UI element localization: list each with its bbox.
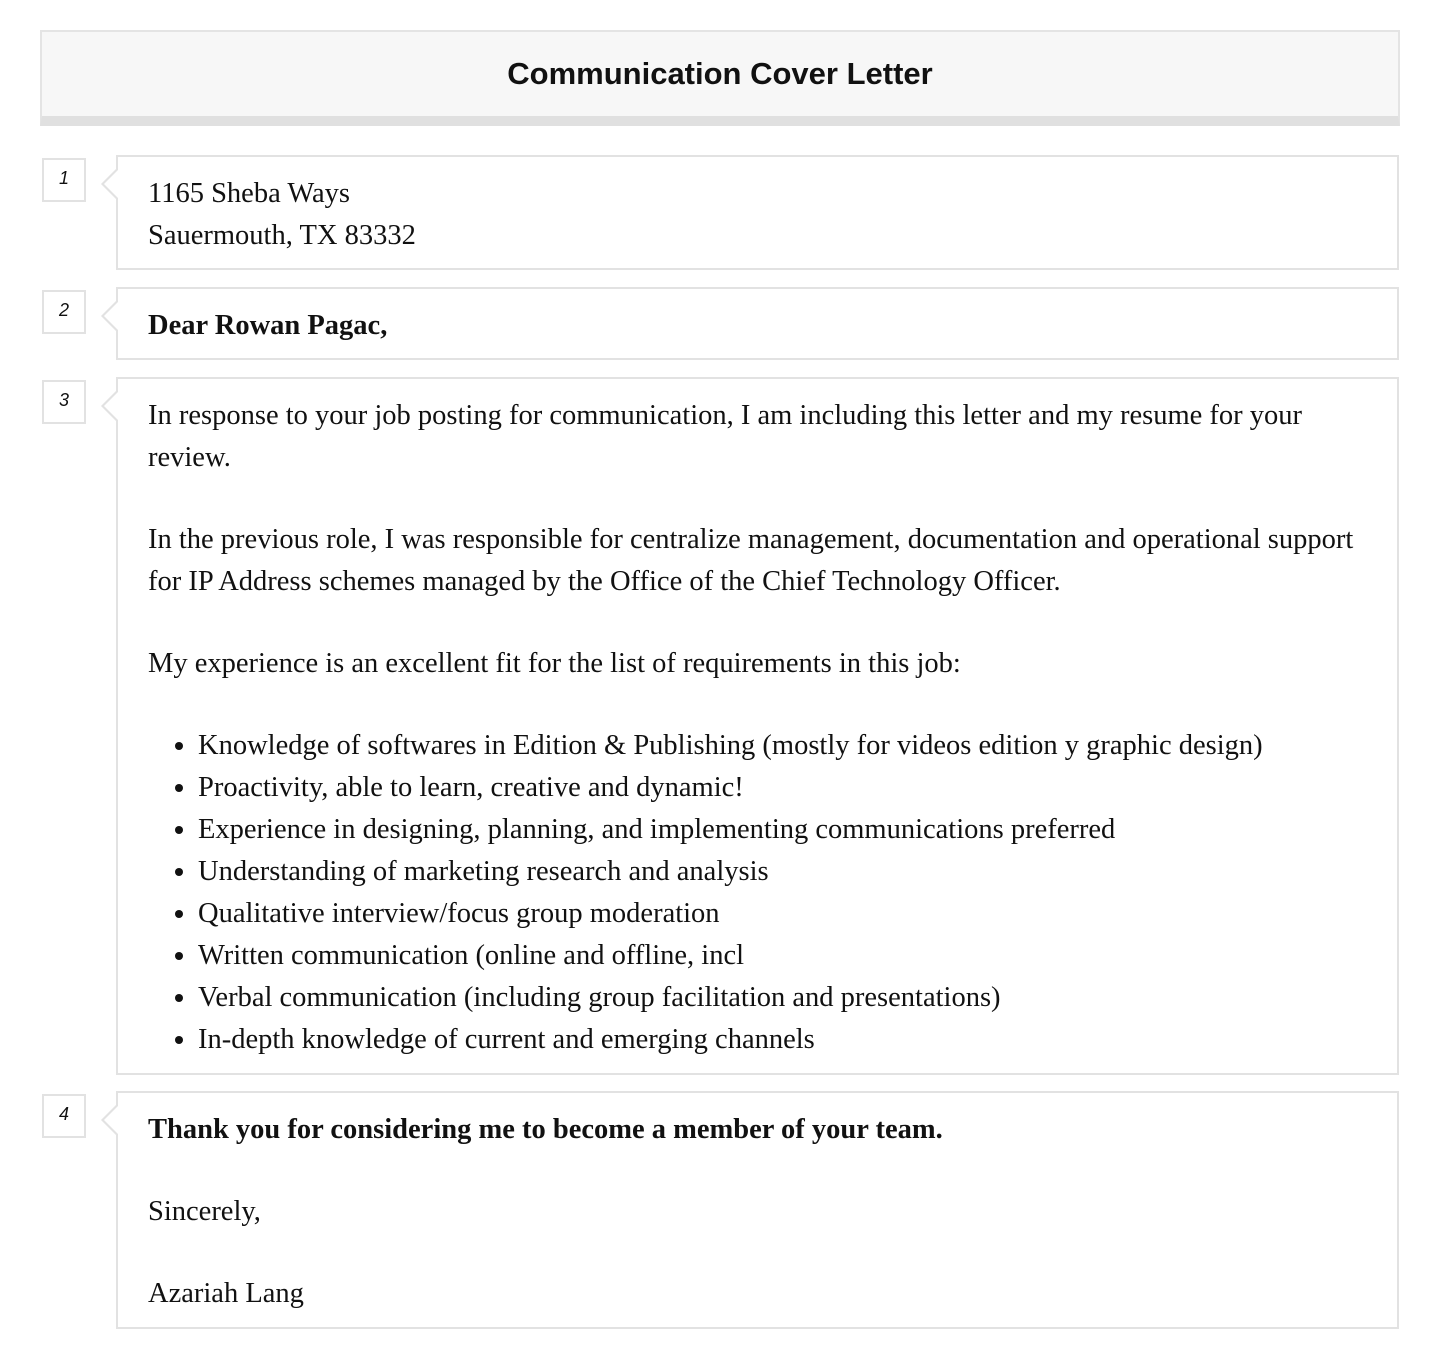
list-item: • In-depth knowledge of current and emerging channels [198, 1019, 1367, 1061]
greeting: Dear Rowan Pagac, [148, 310, 388, 341]
list-item: • Knowledge of softwares in Edition & Publishing (mostly for videos edition y graphic design) [198, 725, 1367, 767]
list-item: • Verbal communication (including group facilitation and presentations) [198, 977, 1367, 1019]
address-line-2: Sauermouth, TX 83332 [148, 220, 416, 251]
section-number-3: 3 [42, 380, 86, 424]
list-item: • Written communication (online and offline, incl [198, 935, 1367, 977]
greeting-block [116, 287, 1399, 360]
letter-header [40, 30, 1400, 126]
section-number-4: 4 [42, 1094, 86, 1138]
section-number-1: 1 [42, 158, 86, 202]
closing-line: Sincerely, [148, 1196, 261, 1227]
thanks-line: Thank you for considering me to become a member of your team. [148, 1114, 943, 1145]
address-line-1: 1165 Sheba Ways [148, 178, 350, 209]
signature: Azariah Lang [148, 1278, 304, 1309]
body-block [116, 377, 1399, 1075]
closing-block [116, 1091, 1399, 1329]
section-number-2: 2 [42, 290, 86, 334]
previous-role-paragraph: In the previous role, I was responsible for centralize management, documentation and operational support for IP Address schemes managed by the Office of the Chief Technology Officer. [148, 524, 1354, 597]
requirements-list [148, 725, 1367, 1061]
page-title: Communication Cover Letter [507, 56, 933, 91]
list-item: • Experience in designing, planning, and implementing communications preferred [198, 809, 1367, 851]
address-block [116, 155, 1399, 270]
list-item: • Proactivity, able to learn, creative and dynamic! [198, 767, 1367, 809]
intro-paragraph: In response to your job posting for communication, I am including this letter and my resume for your review. [148, 400, 1303, 473]
list-item: • Understanding of marketing research and analysis [198, 851, 1367, 893]
list-item: • Qualitative interview/focus group moderation [198, 893, 1367, 935]
requirements-intro: My experience is an excellent fit for the list of requirements in this job: [148, 648, 961, 679]
